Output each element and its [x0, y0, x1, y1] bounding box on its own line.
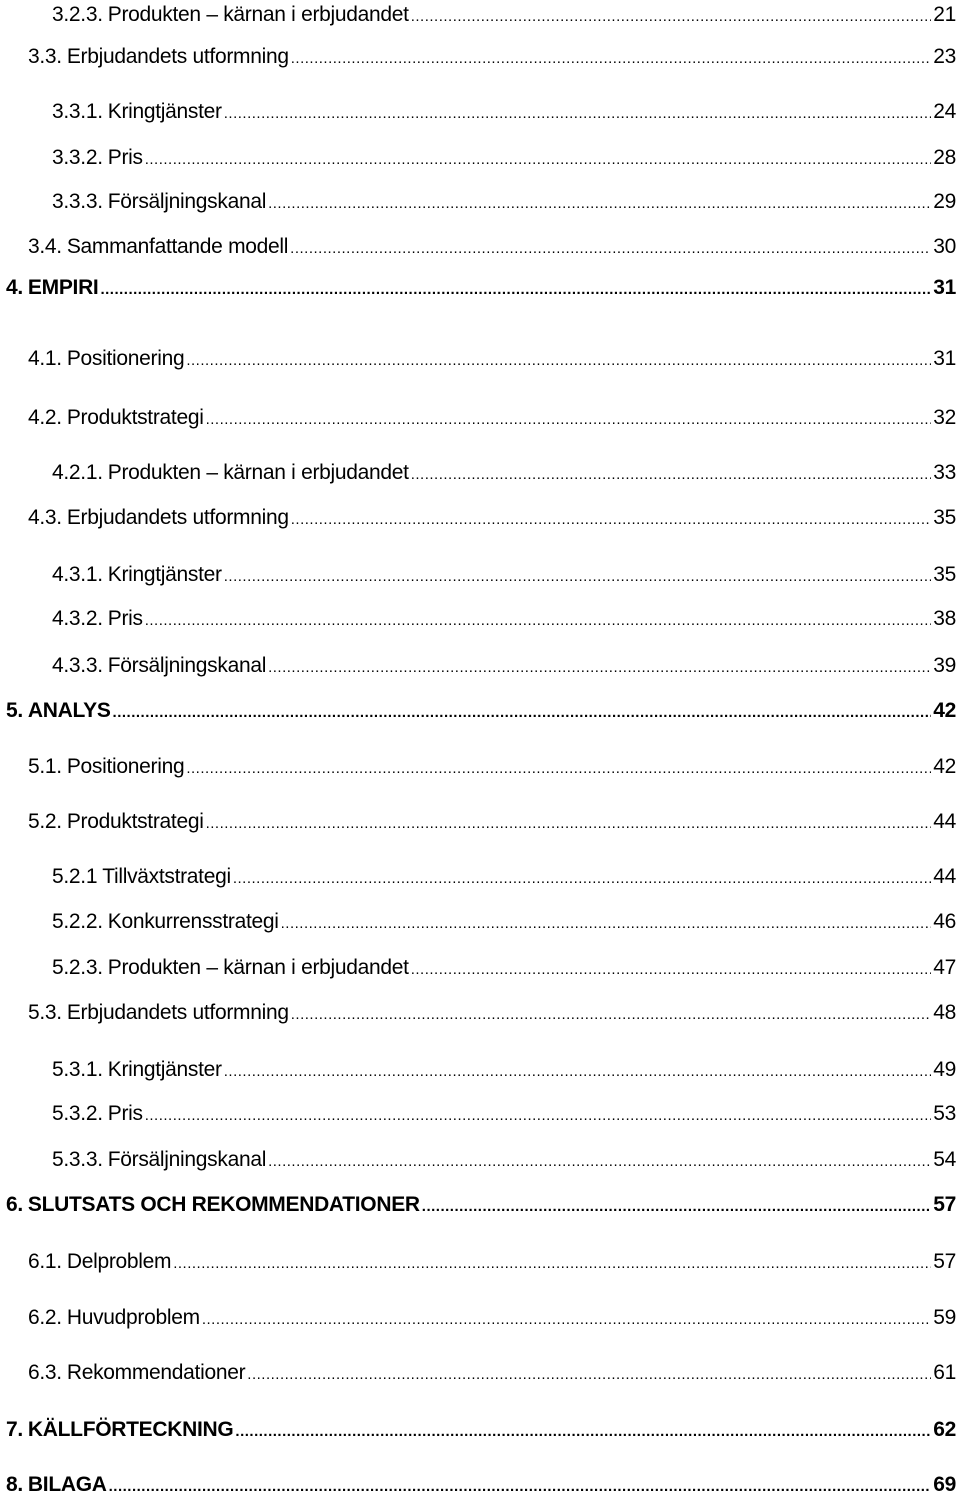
toc-entry[interactable]: [28, 807, 956, 837]
toc-entry-number: 5.2.: [28, 810, 62, 833]
toc-entry[interactable]: [52, 1055, 956, 1085]
toc-entry-number: 3.3.3.: [52, 190, 103, 213]
toc-dot-leader: [411, 2, 932, 32]
toc-entry-number: 5.2.3.: [52, 956, 103, 979]
toc-entry[interactable]: [28, 1303, 956, 1333]
toc-dot-leader: [291, 1000, 932, 1030]
toc-entry-number: 4.3.3.: [52, 654, 103, 677]
toc-entry-page-number: 53: [933, 1102, 956, 1125]
toc-entry-page-number: 35: [933, 506, 956, 529]
toc-dot-leader: [145, 606, 932, 636]
toc-dot-leader: [281, 909, 932, 939]
toc-entry-page-number: 59: [933, 1306, 956, 1329]
toc-entry-page-number: 57: [933, 1250, 956, 1273]
toc-dot-leader: [186, 346, 931, 376]
toc-entry-page-number: 39: [933, 654, 956, 677]
toc-dot-leader: [145, 145, 932, 175]
toc-entry[interactable]: [28, 232, 956, 262]
toc-entry-title: Sammanfattande modell: [66, 235, 289, 258]
toc-entry[interactable]: [6, 1415, 956, 1445]
toc-dot-leader: [186, 754, 931, 784]
toc-entry-page-number: 54: [933, 1148, 956, 1171]
toc-dot-leader: [290, 234, 931, 264]
toc-entry-page-number: 57: [933, 1193, 956, 1216]
toc-dot-leader: [233, 864, 931, 894]
toc-entry-number: 4.3.2.: [52, 607, 103, 630]
toc-entry-page-number: 62: [933, 1418, 956, 1441]
toc-entry-page-number: 28: [933, 146, 956, 169]
toc-entry-number: 8.: [6, 1473, 23, 1496]
toc-entry[interactable]: [28, 752, 956, 782]
toc-entry-title: Kringtjänster: [107, 100, 222, 123]
toc-entry-page-number: 21: [933, 3, 956, 26]
toc-entry-page-number: 23: [933, 45, 956, 68]
toc-dot-leader: [268, 1147, 931, 1177]
toc-entry-page-number: 42: [933, 755, 956, 778]
toc-entry-title: SLUTSATS OCH REKOMMENDATIONER: [27, 1193, 420, 1216]
toc-entry-title: EMPIRI: [27, 276, 99, 299]
toc-entry-title: ANALYS: [27, 699, 111, 722]
toc-entry-number: 5.3.2.: [52, 1102, 103, 1125]
toc-entry-number: 5.3.1.: [52, 1058, 103, 1081]
toc-entry-title: Erbjudandets utformning: [66, 506, 289, 529]
toc-entry[interactable]: [52, 862, 956, 892]
toc-entry-page-number: 35: [933, 563, 956, 586]
toc-entry-title: BILAGA: [27, 1473, 107, 1496]
toc-entry-page-number: 31: [933, 347, 956, 370]
toc-entry-page-number: 46: [933, 910, 956, 933]
toc-entry-page-number: 44: [933, 865, 956, 888]
toc-entry-number: 5.3.3.: [52, 1148, 103, 1171]
toc-entry[interactable]: [6, 1190, 956, 1220]
toc-entry-number: 4.3.1.: [52, 563, 103, 586]
toc-entry-title: Produkten – kärnan i erbjudandet: [107, 461, 409, 484]
toc-entry-title: Positionering: [66, 347, 185, 370]
toc-dot-leader: [268, 653, 931, 683]
toc-entry-number: 7.: [6, 1418, 23, 1441]
toc-entry-title: Huvudproblem: [66, 1306, 200, 1329]
toc-entry-title: Kringtjänster: [107, 1058, 222, 1081]
toc-entry[interactable]: [52, 97, 956, 127]
toc-entry[interactable]: [52, 458, 956, 488]
toc-entry-number: 4.1.: [28, 347, 62, 370]
toc-entry[interactable]: [28, 503, 956, 533]
toc-dot-leader: [235, 1417, 931, 1447]
toc-entry[interactable]: [52, 0, 956, 30]
toc-entry-title: KÄLLFÖRTECKNING: [27, 1418, 234, 1441]
toc-dot-leader: [291, 505, 932, 535]
toc-entry[interactable]: [28, 42, 956, 72]
toc-entry[interactable]: [6, 696, 956, 726]
toc-dot-leader: [291, 44, 932, 74]
toc-entry-number: 6.2.: [28, 1306, 62, 1329]
toc-entry-page-number: 31: [933, 276, 956, 299]
toc-entry[interactable]: [52, 560, 956, 590]
toc-entry[interactable]: [28, 1247, 956, 1277]
toc-entry-title: Rekommendationer: [66, 1361, 246, 1384]
toc-entry[interactable]: [52, 1099, 956, 1129]
toc-entry-page-number: 24: [933, 100, 956, 123]
toc-entry-title: Produktstrategi: [66, 406, 204, 429]
toc-entry[interactable]: [6, 273, 956, 303]
toc-entry-number: 3.2.3.: [52, 3, 103, 26]
toc-dot-leader: [100, 275, 931, 305]
toc-dot-leader: [224, 1057, 931, 1087]
toc-entry-page-number: 32: [933, 406, 956, 429]
toc-entry[interactable]: [28, 344, 956, 374]
toc-entry-title: Försäljningskanal: [107, 190, 267, 213]
toc-entry-title: Erbjudandets utformning: [66, 1001, 289, 1024]
toc-entry-title: Produkten – kärnan i erbjudandet: [107, 3, 409, 26]
toc-entry-page-number: 47: [933, 956, 956, 979]
toc-entry-title: Erbjudandets utformning: [66, 45, 289, 68]
toc-entry-number: 4.: [6, 276, 23, 299]
toc-dot-leader: [113, 698, 932, 728]
toc-entry-title: Pris: [107, 1102, 143, 1125]
toc-entry-title: Tillväxtstrategi: [102, 865, 231, 888]
toc-entry-number: 3.3.1.: [52, 100, 103, 123]
toc-dot-leader: [202, 1305, 931, 1335]
toc-entry-title: Produkten – kärnan i erbjudandet: [107, 956, 409, 979]
toc-entry[interactable]: [6, 1470, 956, 1500]
toc-entry[interactable]: [52, 953, 956, 983]
toc-entry-number: 5.3.: [28, 1001, 62, 1024]
toc-entry[interactable]: [28, 1358, 956, 1388]
toc-dot-leader: [145, 1101, 932, 1131]
toc-entry[interactable]: [52, 651, 956, 681]
toc-entry-page-number: 49: [933, 1058, 956, 1081]
toc-entry[interactable]: [52, 1145, 956, 1175]
toc-dot-leader: [224, 562, 931, 592]
toc-entry-title: Försäljningskanal: [107, 654, 267, 677]
toc-entry-number: 5.2.2.: [52, 910, 103, 933]
toc-entry-number: 6.3.: [28, 1361, 62, 1384]
toc-dot-leader: [224, 99, 931, 129]
toc-dot-leader: [411, 460, 932, 490]
toc-entry-title: Försäljningskanal: [107, 1148, 267, 1171]
toc-entry[interactable]: [28, 403, 956, 433]
toc-entry-number: 6.: [6, 1193, 23, 1216]
toc-dot-leader: [268, 189, 931, 219]
toc-entry-page-number: 61: [933, 1361, 956, 1384]
toc-entry[interactable]: [28, 998, 956, 1028]
toc-dot-leader: [206, 405, 932, 435]
toc-entry-number: 5.2.1: [52, 865, 98, 888]
toc-entry-page-number: 33: [933, 461, 956, 484]
toc-dot-leader: [206, 809, 932, 839]
toc-entry[interactable]: [52, 187, 956, 217]
toc-entry-page-number: 42: [933, 699, 956, 722]
toc-entry-title: Positionering: [66, 755, 185, 778]
toc-entry-page-number: 48: [933, 1001, 956, 1024]
toc-entry[interactable]: [52, 604, 956, 634]
toc-entry-page-number: 69: [933, 1473, 956, 1496]
toc-entry-number: 4.3.: [28, 506, 62, 529]
toc-entry-number: 3.3.2.: [52, 146, 103, 169]
toc-entry-number: 4.2.: [28, 406, 62, 429]
toc-entry-title: Produktstrategi: [66, 810, 204, 833]
toc-entry-number: 5.1.: [28, 755, 62, 778]
toc-entry-page-number: 29: [933, 190, 956, 213]
toc-dot-leader: [422, 1192, 931, 1222]
toc-entry-title: Pris: [107, 607, 143, 630]
toc-entry-page-number: 44: [933, 810, 956, 833]
toc-dot-leader: [247, 1360, 931, 1390]
toc-entry-page-number: 38: [933, 607, 956, 630]
toc-entry-number: 5.: [6, 699, 23, 722]
toc-entry-number: 3.4.: [28, 235, 62, 258]
toc-dot-leader: [411, 955, 932, 985]
toc-entry-title: Kringtjänster: [107, 563, 222, 586]
toc-entry-page-number: 30: [933, 235, 956, 258]
toc-entry-title: Pris: [107, 146, 143, 169]
toc-entry-number: 4.2.1.: [52, 461, 103, 484]
toc-entry[interactable]: [52, 143, 956, 173]
toc-entry-number: 3.3.: [28, 45, 62, 68]
toc-entry[interactable]: [52, 907, 956, 937]
toc-entry-number: 6.1.: [28, 1250, 62, 1273]
toc-dot-leader: [173, 1249, 931, 1279]
toc-entry-title: Delproblem: [66, 1250, 172, 1273]
toc-entry-title: Konkurrensstrategi: [107, 910, 279, 933]
